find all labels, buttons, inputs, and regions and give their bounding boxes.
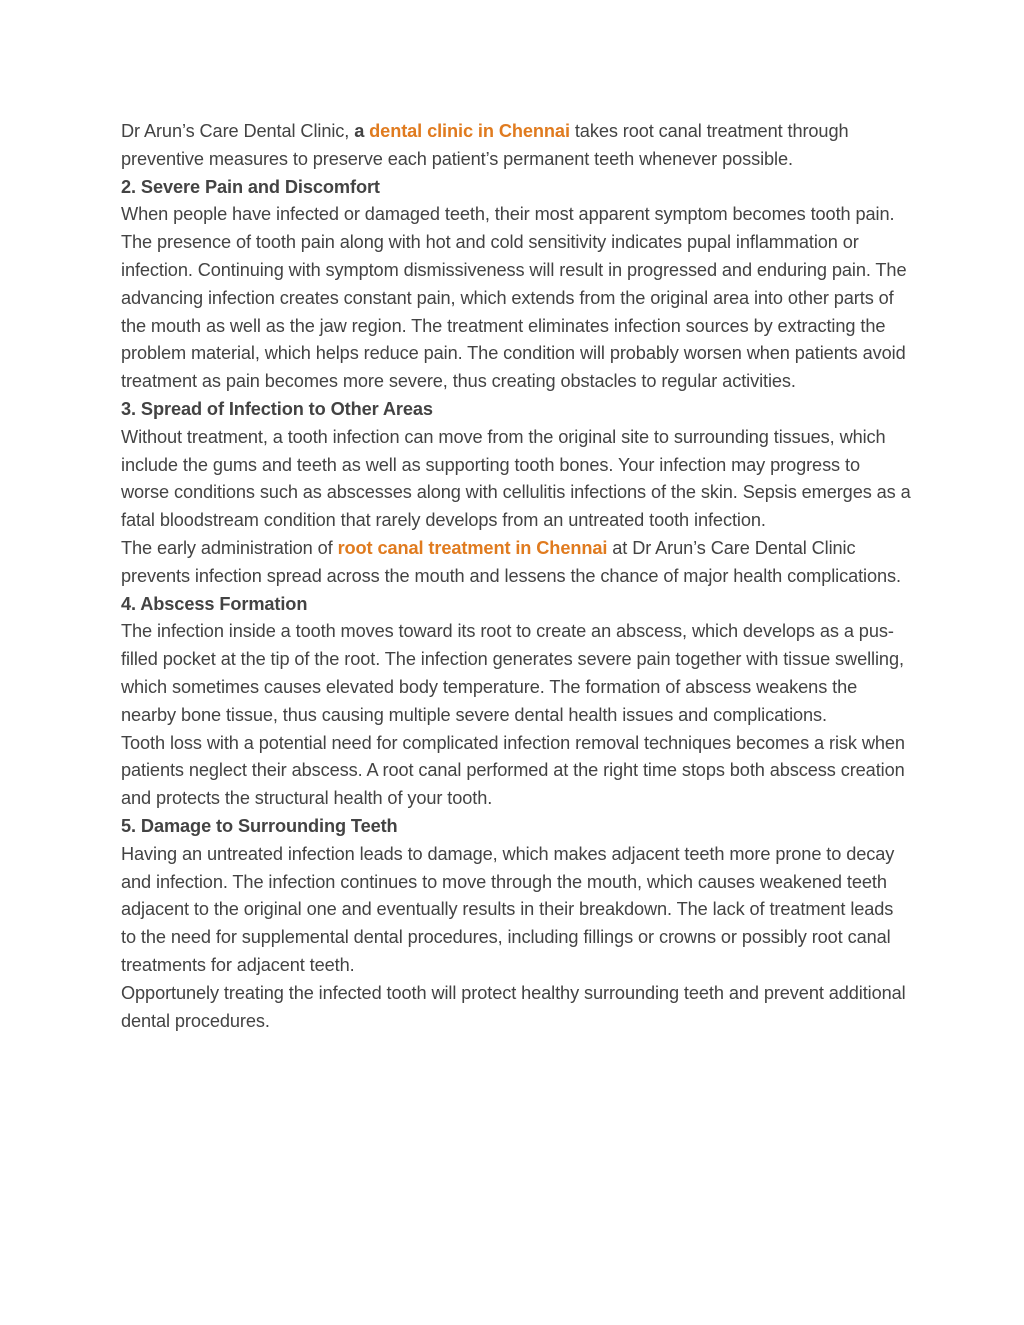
intro-lead-text: Dr Arun’s Care Dental Clinic, (121, 121, 355, 141)
root-canal-link[interactable]: root canal treatment in Chennai (337, 537, 608, 558)
article-body (121, 118, 911, 1035)
intro-tail-text: takes root canal treatment through preventive measures to preserve each patient’s permanent teeth whenever possible. (121, 121, 849, 169)
section-3-para2-tail: at Dr Arun’s Care Dental Clinic prevents infection spread across the mouth and lessens the chance of major health complications. (121, 537, 901, 586)
section-2-heading: 2. Severe Pain and Discomfort (121, 176, 380, 197)
section-4-heading: 4. Abscess Formation (121, 593, 308, 614)
section-5-heading: 5. Damage to Surrounding Teeth (121, 815, 398, 836)
section-5-body: Having an untreated infection leads to damage, which makes adjacent teeth more prone to decay and infection. The infection continues to move through the mouth, which causes weakened teeth adjacent to the original one and eventually results in their breakdown. The lack of treatment leads to the need for supplemental dental procedures, including fillings or crowns or possibly root canal treatments for adjacent teeth. (121, 843, 895, 975)
intro-paragraph (121, 118, 911, 174)
intro-bold-article: a (354, 121, 365, 141)
section-5-paragraph-2: Opportunely treating the infected tooth will protect healthy surrounding teeth and prevent additional dental procedures. (121, 982, 906, 1031)
section-4-body: The infection inside a tooth moves toward its root to create an abscess, which develops as a pus-filled pocket at the tip of the root. The infection generates severe pain together with tissue swelling, which sometimes causes elevated body temperature. The formation of abscess weakens the nearby bone tissue, thus causing multiple severe dental health issues and complications. (121, 621, 904, 725)
dental-clinic-link[interactable]: dental clinic in Chennai (369, 121, 570, 141)
section-3-paragraph-2 (121, 535, 911, 591)
section-3-body: Without treatment, a tooth infection can move from the original site to surrounding tissues, which include the gums and teeth as well as supporting tooth bones. Your infection may progress to worse conditions such as abscesses along with cellulitis infections of the skin. Sepsis emerges as a fatal bloodstream condition that rarely develops from an untreated tooth infection. (121, 426, 911, 531)
section-2-body: When people have infected or damaged teeth, their most apparent symptom becomes tooth pain. The presence of tooth pain along with hot and cold sensitivity indicates pupal inflammation or infection. Continuing with symptom dismissiveness will result in progressed and enduring pain. The advancing infection creates constant pain, which extends from the original area into other parts of the mouth as well as the jaw region. The treatment eliminates infection sources by extracting the problem material, which helps reduce pain. The condition will probably worsen when patients avoid treatment as pain becomes more severe, thus creating obstacles to regular activities. (121, 204, 907, 392)
section-4-paragraph-2: Tooth loss with a potential need for complicated infection removal techniques becomes a risk when patients neglect their abscess. A root canal performed at the right time stops both abscess creation and protects the structural health of your tooth. (121, 732, 905, 809)
section-3-para2-lead: The early administration of (121, 537, 338, 558)
section-3-heading: 3. Spread of Infection to Other Areas (121, 398, 433, 419)
